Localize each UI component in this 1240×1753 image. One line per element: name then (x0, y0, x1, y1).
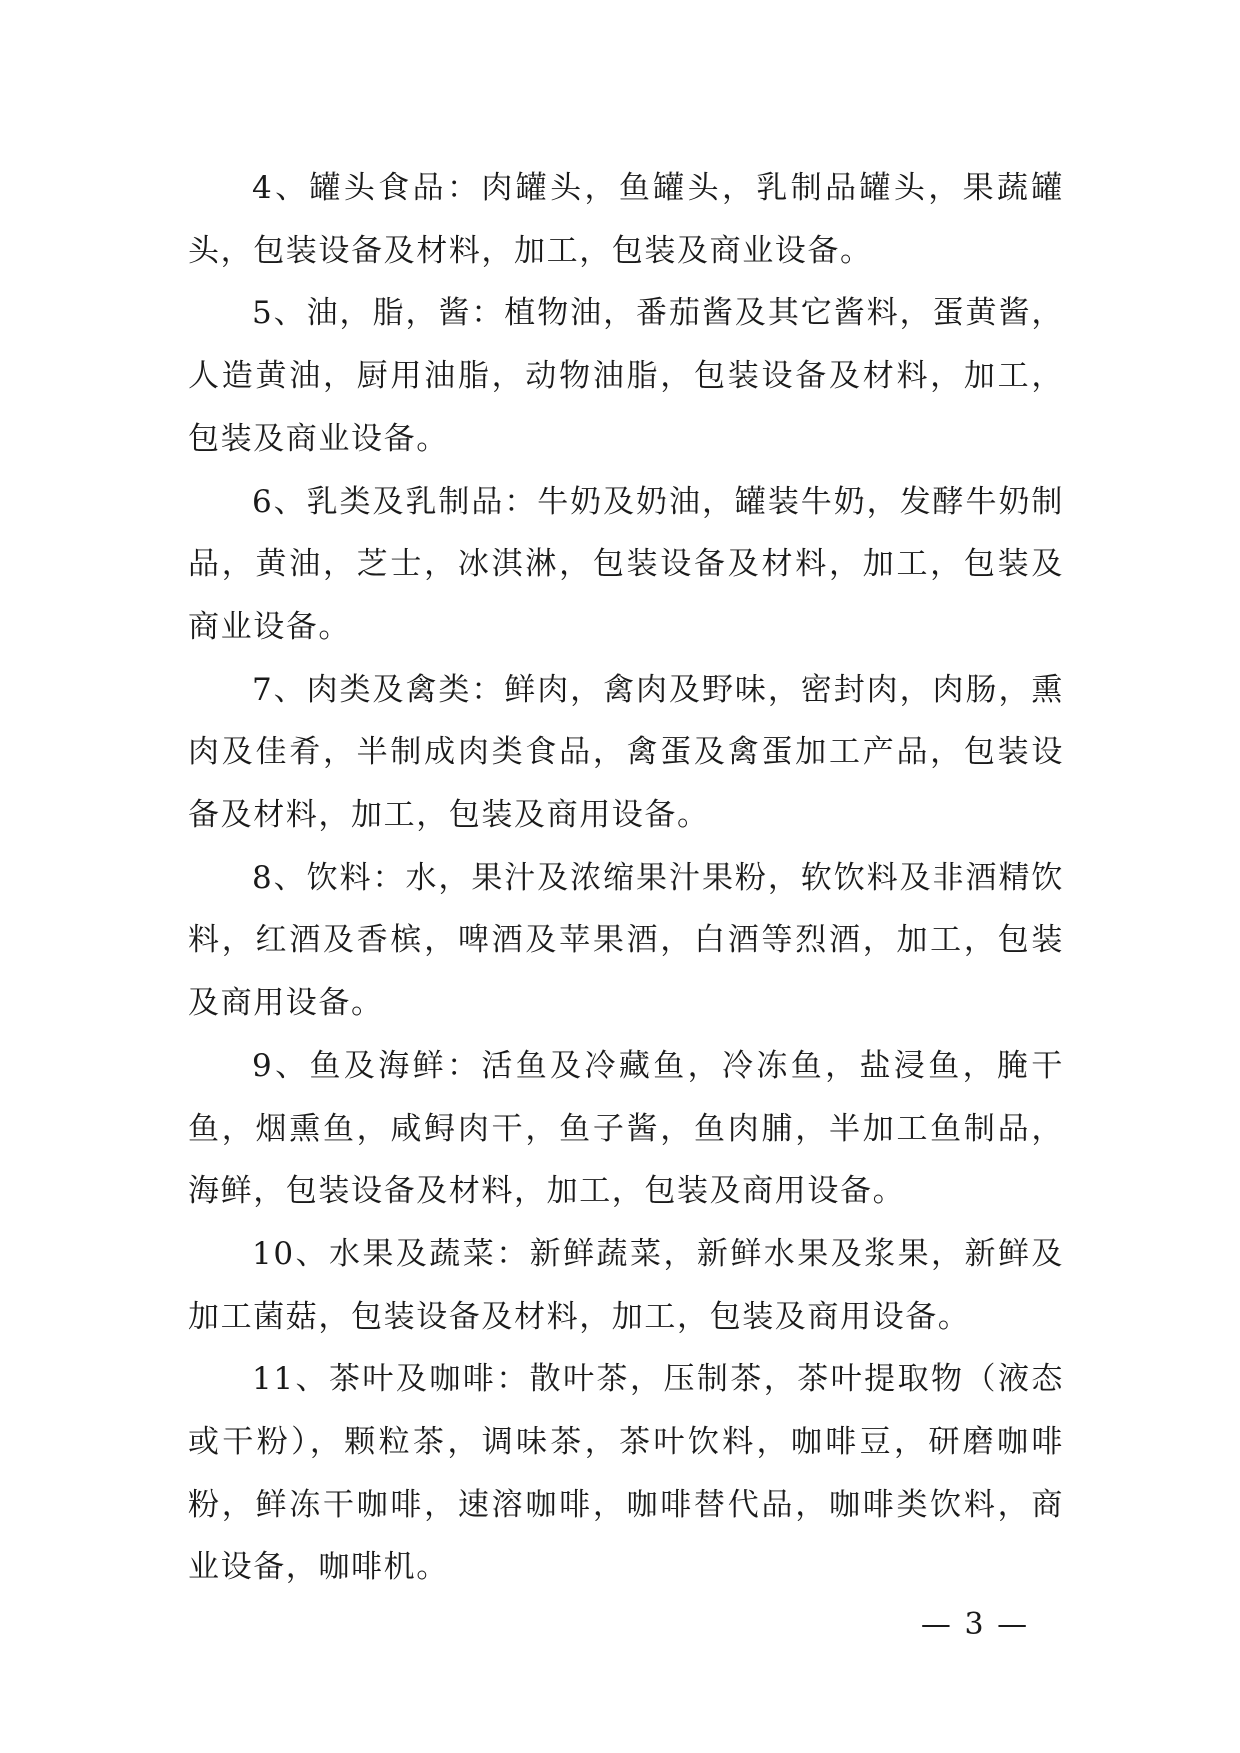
paragraph-item-5: 5、油，脂，酱：植物油，番茄酱及其它酱料，蛋黄酱，人造黄油，厨用油脂，动物油脂，包装设备及材料，加工，包装及商业设备。 (188, 295, 1064, 457)
paragraph-item-10: 10、水果及蔬菜：新鲜蔬菜，新鲜水果及浆果，新鲜及加工菌菇，包装设备及材料，加工，包装及商用设备。 (188, 1235, 1064, 1335)
paragraph-item-7: 7、肉类及禽类：鲜肉，禽肉及野味，密封肉，肉肠，熏肉及佳肴，半制成肉类食品，禽蛋及禽蛋加工产品，包装设备及材料，加工，包装及商用设备。 (188, 671, 1064, 834)
page-number: — 3 — (920, 1607, 1030, 1642)
paragraph-item-8: 8、饮料：水，果汁及浓缩果汁果粉，软饮料及非酒精饮料，红酒及香槟，啤酒及苹果酒，白酒等烈酒，加工，包装及商用设备。 (188, 859, 1064, 1022)
paragraph-item-9: 9、鱼及海鲜：活鱼及冷藏鱼，冷冻鱼，盐浸鱼，腌干鱼，烟熏鱼，咸鲟肉干，鱼子酱，鱼肉脯，半加工鱼制品，海鲜，包装设备及材料，加工，包装及商用设备。 (188, 1047, 1064, 1210)
body-text (188, 157, 1064, 1599)
paragraph-item-11: 11、茶叶及咖啡：散叶茶，压制茶，茶叶提取物（液态或干粉），颗粒茶，调味茶，茶叶饮料，咖啡豆，研磨咖啡粉，鲜冻干咖啡，速溶咖啡，咖啡替代品，咖啡类饮料，商业设备，咖啡机。 (188, 1361, 1064, 1586)
paragraph-item-4: 4、罐头食品：肉罐头，鱼罐头，乳制品罐头，果蔬罐头，包装设备及材料，加工，包装及商业设备。 (188, 170, 1064, 269)
paragraph-item-6: 6、乳类及乳制品：牛奶及奶油，罐装牛奶，发酵牛奶制品，黄油，芝士，冰淇淋，包装设备及材料，加工，包装及商业设备。 (188, 483, 1064, 645)
